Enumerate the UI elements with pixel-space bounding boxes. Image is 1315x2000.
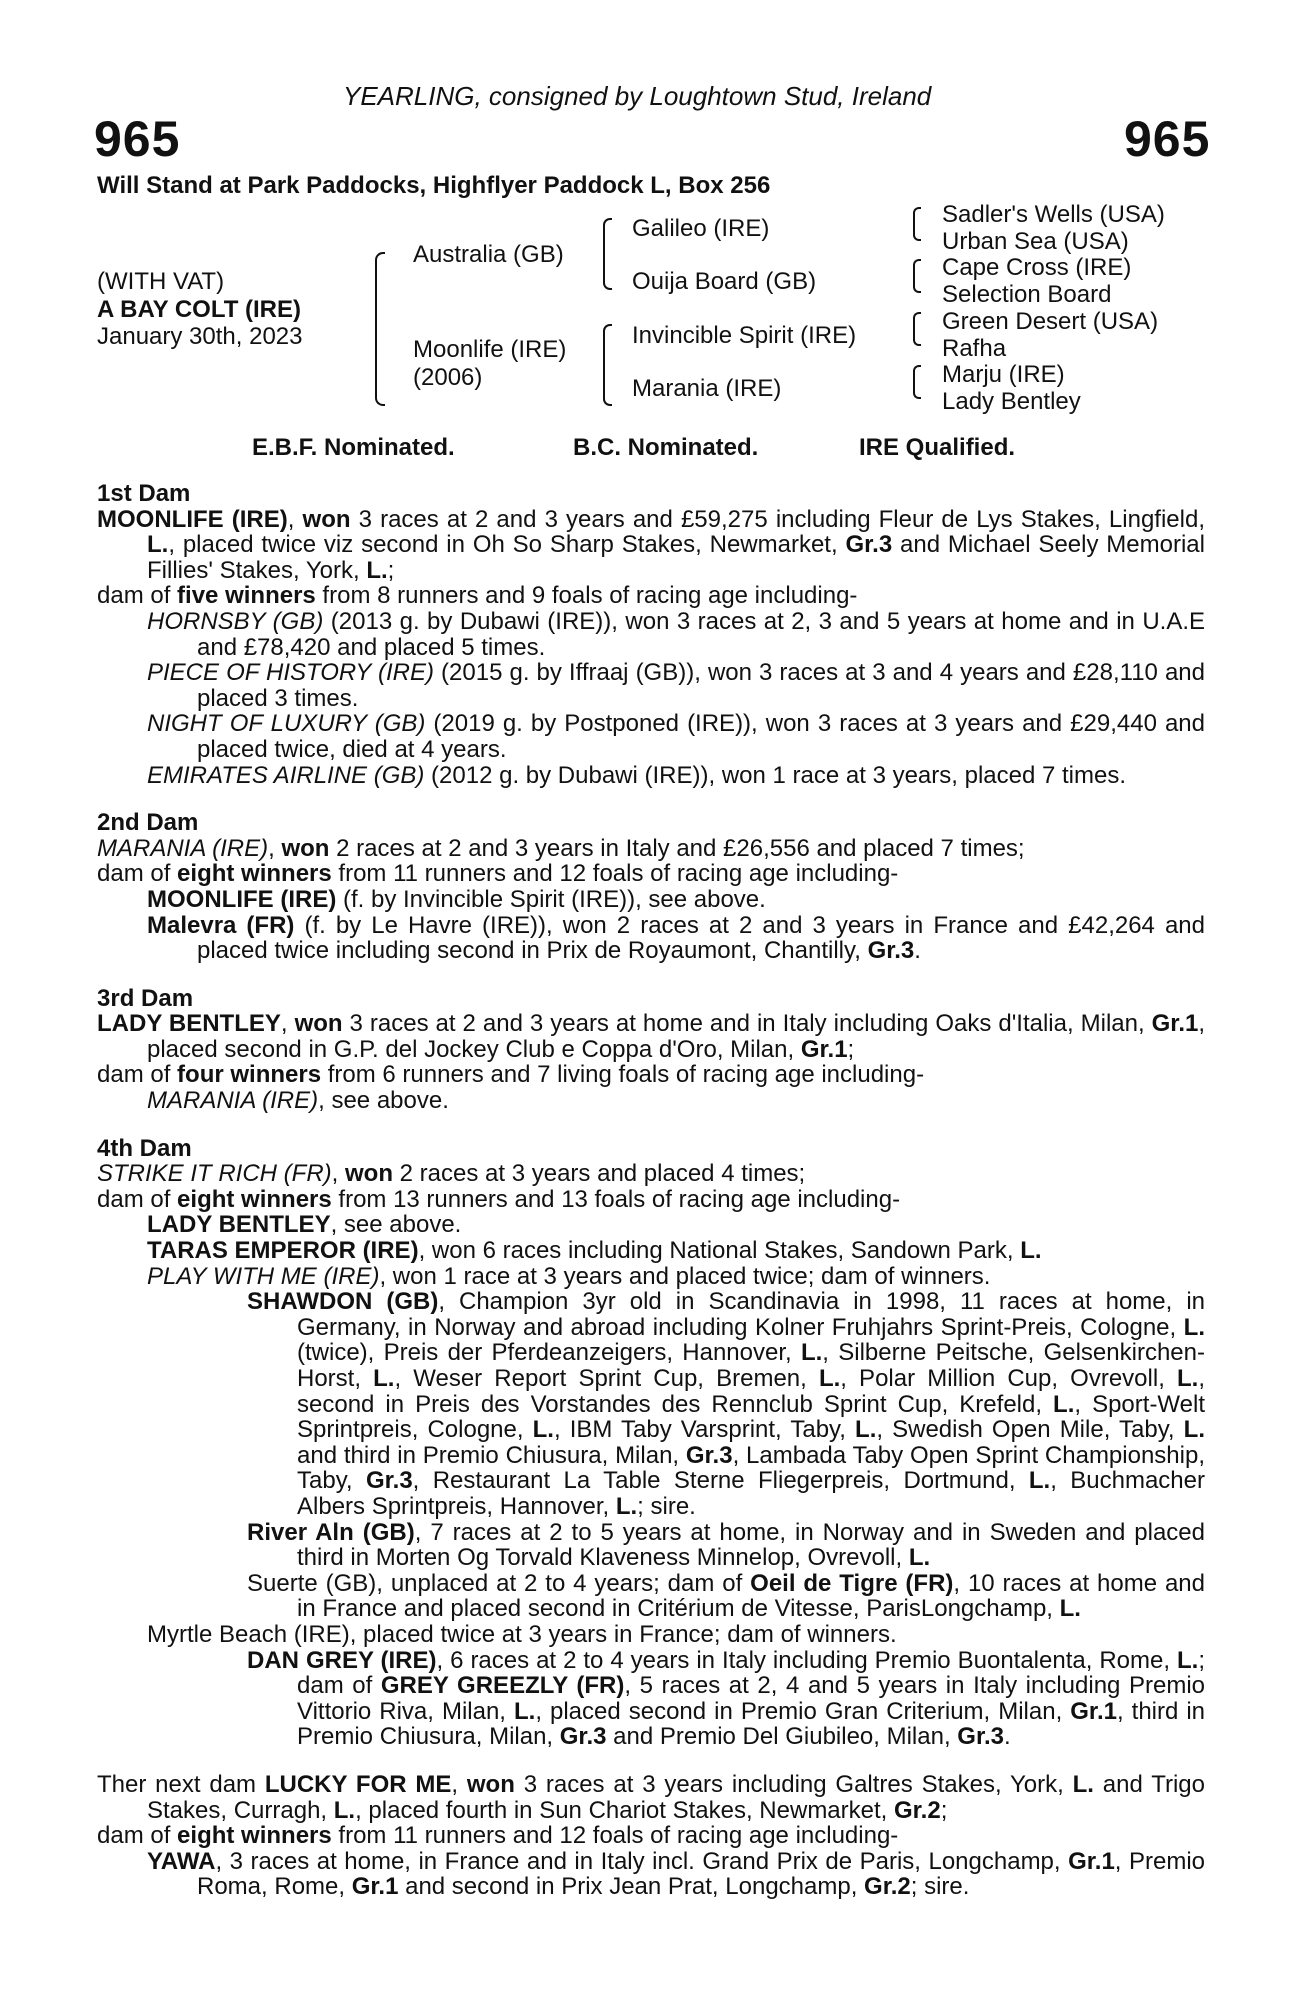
second-dam-record: MARANIA (IRE), won 2 races at 2 and 3 years in Italy and £26,556 and placed 7 times; <box>97 834 1025 862</box>
section-heading-3rd-dam: 3rd Dam <box>97 984 194 1012</box>
pedigree-gg-8: Lady Bentley <box>942 388 1081 415</box>
pedigree-sire-sire: Galileo (IRE) <box>632 215 770 242</box>
pedigree-dam-sire: Invincible Spirit (IRE) <box>632 322 857 349</box>
pedigree-gg-1: Sadler's Wells (USA) <box>942 201 1165 228</box>
fourth-dam-grandprogeny-shawdon: SHAWDON (GB), Champion 3yr old in Scandinavia in 1998, 11 races at home, in Germany, in Norway and abroad including Kolner Fruhjahrs Sprint-Preis, Cologne, L. (twice), Preis der Pferdeanzeigers, Hannover, L., Silberne Peitsche, Gelsenkirchen-Horst, L., Weser Report Sprint Cup, Bremen, L., Polar Million Cup, Ovrevoll, L., second in Preis des Vorstandes des Rennclub Sprint Cup, Krefeld, L., Sport-Welt Sprintpreis, Cologne, L., IBM Taby Varsprint, Taby, L., Swedish Open Mile, Taby, L. and third in Premio Chiusura, Milan, Gr.3, Lambada Taby Open Sprint Championship, Taby, Gr.3, Restaurant La Table Sterne Fliegerpreis, Dortmund, L., Buchmacher Albers Sprintpreis, Hannover, L.; sire. <box>247 1288 1206 1520</box>
pedigree-brace-gg4 <box>913 365 921 399</box>
pedigree-brace-gg2 <box>913 259 921 293</box>
section-heading-1st-dam: 1st Dam <box>97 480 191 507</box>
next-dam-record: Ther next dam LUCKY FOR ME, won 3 races at 3 years including Galtres Stakes, York, L. and Trigo Stakes, Curragh, L., placed fourth in Sun Chariot Stakes, Newmarket, Gr.2; <box>97 1770 1205 1824</box>
pedigree-brace-gg3 <box>913 312 921 346</box>
pedigree-gg-6: Rafha <box>942 335 1007 362</box>
pedigree-brace-gg1 <box>913 207 921 241</box>
next-dam-progeny-1: YAWA, 3 races at home, in France and in Italy incl. Grand Prix de Paris, Longchamp, Gr.1, Premio Roma, Rome, Gr.1 and second in Prix Jean Prat, Longchamp, Gr.2; sire. <box>147 1847 1205 1901</box>
next-dam-produce-summary: dam of eight winners from 11 runners and 12 foals of racing age including- <box>97 1822 899 1850</box>
nomination-ire: IRE Qualified. <box>859 434 1016 461</box>
pedigree-brace-sire <box>603 218 612 290</box>
first-dam-progeny-1: HORNSBY (GB) (2013 g. by Dubawi (IRE)), won 3 races at 2, 3 and 5 years at home and in U.A.E and £78,420 and placed 5 times. <box>147 607 1205 661</box>
first-dam-progeny-3: NIGHT OF LUXURY (GB) (2019 g. by Postponed (IRE)), won 3 races at 3 years and £29,440 and placed twice, died at 4 years. <box>147 710 1205 763</box>
first-dam-produce-summary: dam of five winners from 8 runners and 9 foals of racing age including- <box>97 582 858 610</box>
pedigree-brace-dam <box>603 324 612 406</box>
fourth-dam-progeny-3: PLAY WITH ME (IRE), won 1 race at 3 years and placed twice; dam of winners. <box>147 1262 991 1290</box>
pedigree-brace-main <box>375 252 385 406</box>
pedigree-gg-2: Urban Sea (USA) <box>942 228 1129 255</box>
fourth-dam-grandprogeny-dan-grey: DAN GREY (IRE), 6 races at 2 to 4 years in Italy including Premio Buontalenta, Rome, L.; dam of GREY GREEZLY (FR), 5 races at 2, 4 and 5 years in Italy including Premio Vittorio Riva, Milan, L., placed second in Premio Gran Criterium, Milan, Gr.1, third in Premio Chiusura, Milan, Gr.3 and Premio Del Giubileo, Milan, Gr.3. <box>247 1646 1206 1751</box>
vat-label: (WITH VAT) <box>97 268 225 295</box>
third-dam-progeny-1: MARANIA (IRE), see above. <box>147 1087 449 1115</box>
section-heading-4th-dam: 4th Dam <box>97 1134 192 1162</box>
first-dam-record: MOONLIFE (IRE), won 3 races at 2 and 3 years and £59,275 including Fleur de Lys Stakes, Lingfield, L., placed twice viz second in Oh So Sharp Stakes, Newmarket, Gr.3 and Michael Seely Memorial Fillies' Stakes, York, L.; <box>97 505 1205 584</box>
horse-name: A BAY COLT (IRE) <box>97 296 302 323</box>
lot-number-left: 965 <box>94 111 181 167</box>
pedigree-dam-dam: Marania (IRE) <box>632 375 782 402</box>
consignment-line: YEARLING, consigned by Loughtown Stud, Ireland <box>343 81 932 111</box>
first-dam-progeny-2: PIECE OF HISTORY (IRE) (2015 g. by Iffraaj (GB)), won 3 races at 3 and 4 years and £28,110 and placed 3 times. <box>147 659 1205 712</box>
foaling-date: January 30th, 2023 <box>97 323 303 350</box>
pedigree-dam: Moonlife (IRE) <box>413 336 567 363</box>
pedigree-gg-7: Marju (IRE) <box>942 361 1065 388</box>
fourth-dam-progeny-2: TARAS EMPEROR (IRE), won 6 races including National Stakes, Sandown Park, L. <box>147 1237 1042 1265</box>
nomination-bc: B.C. Nominated. <box>573 434 759 461</box>
second-dam-progeny-2: Malevra (FR) (f. by Le Havre (IRE)), won 2 races at 2 and 3 years in France and £42,264 and placed twice including second in Prix de Royaumont, Chantilly, Gr.3. <box>147 911 1205 965</box>
pedigree-dam-year: (2006) <box>413 364 483 391</box>
stand-info: Will Stand at Park Paddocks, Highflyer Paddock L, Box 256 <box>97 172 771 199</box>
fourth-dam-produce-summary: dam of eight winners from 13 runners and 13 foals of racing age including- <box>97 1185 901 1213</box>
pedigree-sire: Australia (GB) <box>413 241 564 268</box>
pedigree-gg-4: Selection Board <box>942 281 1112 308</box>
fourth-dam-grandprogeny-river-aln: River Aln (GB), 7 races at 2 to 5 years at home, in Norway and in Sweden and placed third in Morten Og Torvald Klaveness Minnelop, Ovrevoll, L. <box>247 1518 1206 1572</box>
fourth-dam-record: STRIKE IT RICH (FR), won 2 races at 3 years and placed 4 times; <box>97 1160 806 1188</box>
first-dam-progeny-4: EMIRATES AIRLINE (GB) (2012 g. by Dubawi (IRE)), won 1 race at 3 years, placed 7 times. <box>147 761 1127 789</box>
second-dam-progeny-1: MOONLIFE (IRE) (f. by Invincible Spirit (IRE)), see above. <box>147 885 766 913</box>
fourth-dam-grandprogeny-suerte: Suerte (GB), unplaced at 2 to 4 years; dam of Oeil de Tigre (FR), 10 races at home and in France and placed second in Critérium de Vitesse, ParisLongchamp, L. <box>247 1569 1206 1623</box>
produce-record <box>97 481 1205 1900</box>
second-dam-produce-summary: dam of eight winners from 11 runners and 12 foals of racing age including- <box>97 860 899 888</box>
fourth-dam-progeny-1: LADY BENTLEY, see above. <box>147 1211 462 1239</box>
lot-number-right: 965 <box>1124 111 1211 167</box>
third-dam-produce-summary: dam of four winners from 6 runners and 7 living foals of racing age including- <box>97 1061 925 1089</box>
pedigree-gg-3: Cape Cross (IRE) <box>942 254 1132 281</box>
pedigree-sire-dam: Ouija Board (GB) <box>632 268 817 295</box>
third-dam-record: LADY BENTLEY, won 3 races at 2 and 3 years at home and in Italy including Oaks d'Italia, Milan, Gr.1, placed second in G.P. del Jockey Club e Coppa d'Oro, Milan, Gr.1; <box>97 1010 1206 1063</box>
pedigree-gg-5: Green Desert (USA) <box>942 308 1159 335</box>
nomination-ebf: E.B.F. Nominated. <box>252 434 455 461</box>
fourth-dam-progeny-4: Myrtle Beach (IRE), placed twice at 3 years in France; dam of winners. <box>147 1620 897 1648</box>
section-heading-2nd-dam: 2nd Dam <box>97 809 199 837</box>
